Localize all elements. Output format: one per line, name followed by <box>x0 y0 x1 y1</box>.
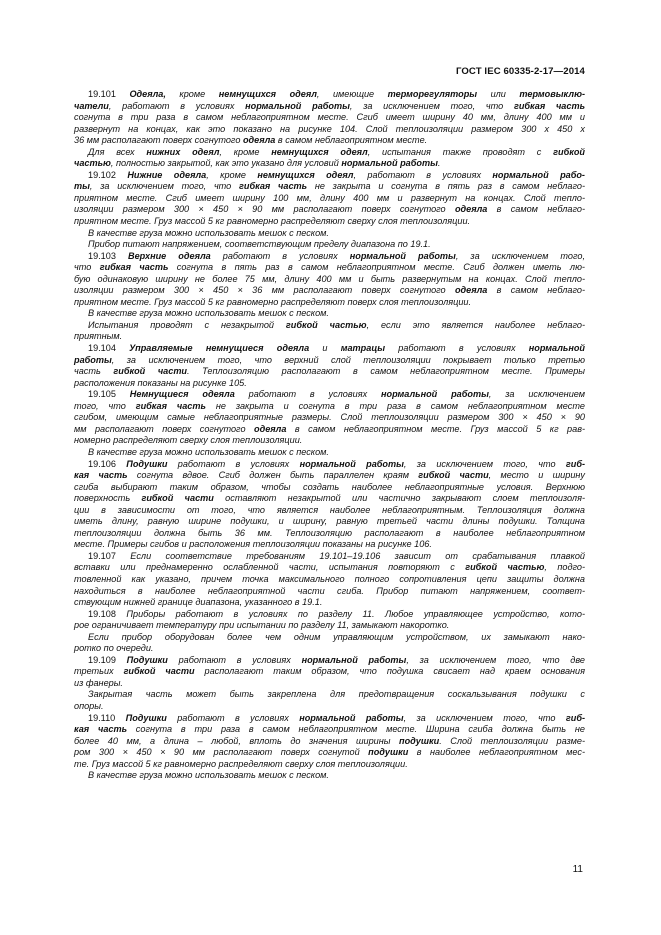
text-line: чатели, работают в условиях нормальной работы, за исключением того, что гибкая часть <box>74 100 585 111</box>
text-line: что гибкая часть согнута в пять раз в самом неблагоприятном месте. Сгиб должен иметь лю- <box>74 262 585 273</box>
text-line: работы, за исключением того, что верхний слой теплоизоляции покрывает только третью <box>74 354 585 365</box>
text-line: месте. Примеры сгибов и расположения теплоизоляции показаны на рисунке 106. <box>74 539 432 550</box>
text-line: согнута в три раза в самом неблагоприятном месте. Сгиб имеет ширину 40 мм, длину 400 мм и <box>74 112 585 123</box>
text-line: изоляции размером 300 × 450 × 36 мм располагают поверх согнутого одеяла в самом неблаго- <box>74 285 585 296</box>
text-line: Закрытая часть может быть закреплена для предотвращения соскальзывания подушки с <box>88 689 585 700</box>
text-line: ром 300 × 450 × 90 мм располагают поверх согнутой подушки в наиболее неблагоприятном мес- <box>74 747 585 758</box>
text-line: 19.109 Подушки работают в условиях нормальной работы, за исключением того, что две <box>88 654 585 665</box>
text-line: сгибом, имеющим самые неблагоприятные размеры. Слой теплоизоляции размером 300 × 450 × 90 <box>74 412 585 423</box>
text-line: кая часть согнута вдвое. Сгиб должен быть параллелен краям гибкой части, место и ширину <box>74 470 585 481</box>
text-line: находиться в наиболее неблагоприятной части сгиба. Прибор питают напряжением, соответ- <box>74 585 585 596</box>
text-line: того, что гибкая часть не закрыта и согнута в три раза в самом неблагоприятном месте <box>74 400 585 411</box>
text-line: расположения показаны на рисунке 105. <box>74 377 247 388</box>
text-line: часть гибкой части. Теплоизоляцию располагают в самом неблагоприятном месте. Примеры <box>74 366 586 377</box>
text-line: рое ограничивает температуру при испытании по разделу 11, замыкают накоротко. <box>74 620 450 631</box>
text-line: кая часть согнута в три раза в самом неблагоприятном месте. Ширина сгиба должна быть не <box>74 724 585 735</box>
text-line: 19.106 Подушки работают в условиях нормальной работы, за исключением того, что гиб- <box>88 458 586 469</box>
page-number: 11 <box>572 864 583 875</box>
text-line: развернут на концах, как это показано на рисунке 104. Слой теплоизоляции размером 300 х 450 х <box>74 123 585 134</box>
text-line: Испытания проводят с незакрытой гибкой частью, если это является наиболее неблаго- <box>88 319 586 330</box>
text-line: товленной как указано, причем точка максимального полного сопротивления цепи защиты должна <box>74 573 585 584</box>
text-line: ты, за исключением того, что гибкая часть не закрыта и согнута в пять раз в самом неблаго- <box>74 181 585 192</box>
text-line: из фанеры. <box>74 677 123 688</box>
text-line: 19.102 Нижние одеяла, кроме немнущихся одеял, работают в условиях нормальной рабо- <box>88 169 585 180</box>
text-line: ции в зависимости от того, что является наиболее неблагоприятным. Теплоизоляция должна <box>74 504 585 515</box>
text-line: изоляции размером 300 × 450 × 90 мм располагают поверх согнутого одеяла в самом неблаго- <box>74 204 585 215</box>
text-line: третьих гибкой части располагают таким образом, что подушка свисает над краем основания <box>74 666 586 677</box>
text-line: приятном месте. Сгиб имеет ширину 100 мм, длину 400 мм и развернут на концах. Слой тепло- <box>74 192 585 203</box>
text-line: Прибор питают напряжением, соответствующим пределу диапазона по 19.1. <box>88 239 431 250</box>
text-line: иметь длину, равную ширине подушки, и ширину, равную третьей части длины подушки. Толщина <box>74 516 585 527</box>
text-line: сгиба выбирают таким образом, чтобы создать наиболее неблагоприятные условия. Верхнюю <box>74 481 585 492</box>
text-line: опоры. <box>74 700 104 711</box>
text-line: ротко по очереди. <box>74 643 154 654</box>
text-line: приятном месте. Груз массой 5 кг равномерно распределяют поверх слоя теплоизоляции. <box>74 296 472 307</box>
document-body <box>74 89 585 782</box>
text-line: вставки или преднамеренно ослабленной части, испытания повторяют с гибкой частью, подго- <box>74 562 585 573</box>
text-line: 19.107 Если соответствие требованиям 19.101–19.106 зависит от срабатывания плавкой <box>88 550 585 561</box>
text-line: В качестве груза можно использовать мешок с песком. <box>88 227 329 238</box>
text-line: более 40 мм, а длина – любой, вплоть до значения ширины подушки. Слой теплоизоляции разме- <box>74 735 585 746</box>
text-line: теплоизоляции должна быть 36 мм. Теплоизоляцию располагают в наиболее неблагоприятном <box>74 527 585 538</box>
text-line: мм располагают поверх согнутого одеяла в самом неблагоприятном месте. Груз массой 5 кг рав- <box>74 423 585 434</box>
text-line: В качестве груза можно использовать мешок с песком. <box>88 770 329 781</box>
text-line: 19.103 Верхние одеяла работают в условиях нормальной работы, за исключением того, <box>88 250 586 261</box>
text-line: частью, полностью закрытой, как это указано для условий нормальной работы. <box>74 158 441 169</box>
text-line: те. Груз массой 5 кг равномерно распределяют сверху слоя теплоизоляции. <box>74 758 408 769</box>
text-line: Если прибор оборудован более чем одним управляющим устройством, их замыкают нако- <box>88 631 585 642</box>
text-line: 36 мм располагают поверх согнутого одеяла в самом неблагоприятном месте. <box>74 135 428 146</box>
text-line: В качестве груза можно использовать мешок с песком. <box>88 308 329 319</box>
text-line: 19.108 Приборы работают в условиях по разделу 11. Любое управляющее устройство, кото- <box>88 608 585 619</box>
text-line: 19.104 Управляемые немнущиеся одеяла и матрацы работают в условиях нормальной <box>88 343 585 354</box>
text-line: ствующим нижней границе диапазона, указанного в 19.1. <box>74 597 323 608</box>
text-line: приятным. <box>74 331 123 342</box>
text-line: 19.101 Одеяла, кроме немнущихся одеял, имеющие терморегуляторы или термовыклю- <box>88 89 585 99</box>
text-line: Для всех нижних одеял, кроме немнущихся одеял, испытания также проводят с гибкой <box>88 146 585 157</box>
text-line: бую одинаковую ширину не более 75 мм, длину 400 мм и быть развернутым на концах. Слой тепло- <box>74 273 585 284</box>
text-line: 19.105 Немнущиеся одеяла работают в условиях нормальной работы, за исключением <box>88 389 585 400</box>
document-code-header: ГОСТ IEC 60335-2-17—2014 <box>455 66 585 77</box>
text-line: 19.110 Подушки работают в условиях нормальной работы, за исключением того, что гиб- <box>88 712 586 723</box>
text-line: номерно распределяют сверху слоя теплоизоляции. <box>74 435 303 446</box>
text-line: поверхность гибкой части оставляют незакрытой или частично закрывают слоем теплоизоля- <box>74 493 585 504</box>
text-line: В качестве груза можно использовать мешок с песком. <box>88 446 329 457</box>
text-line: приятном месте. Груз массой 5 кг равномерно распределяют сверху слоя теплоизоляции. <box>74 216 471 227</box>
